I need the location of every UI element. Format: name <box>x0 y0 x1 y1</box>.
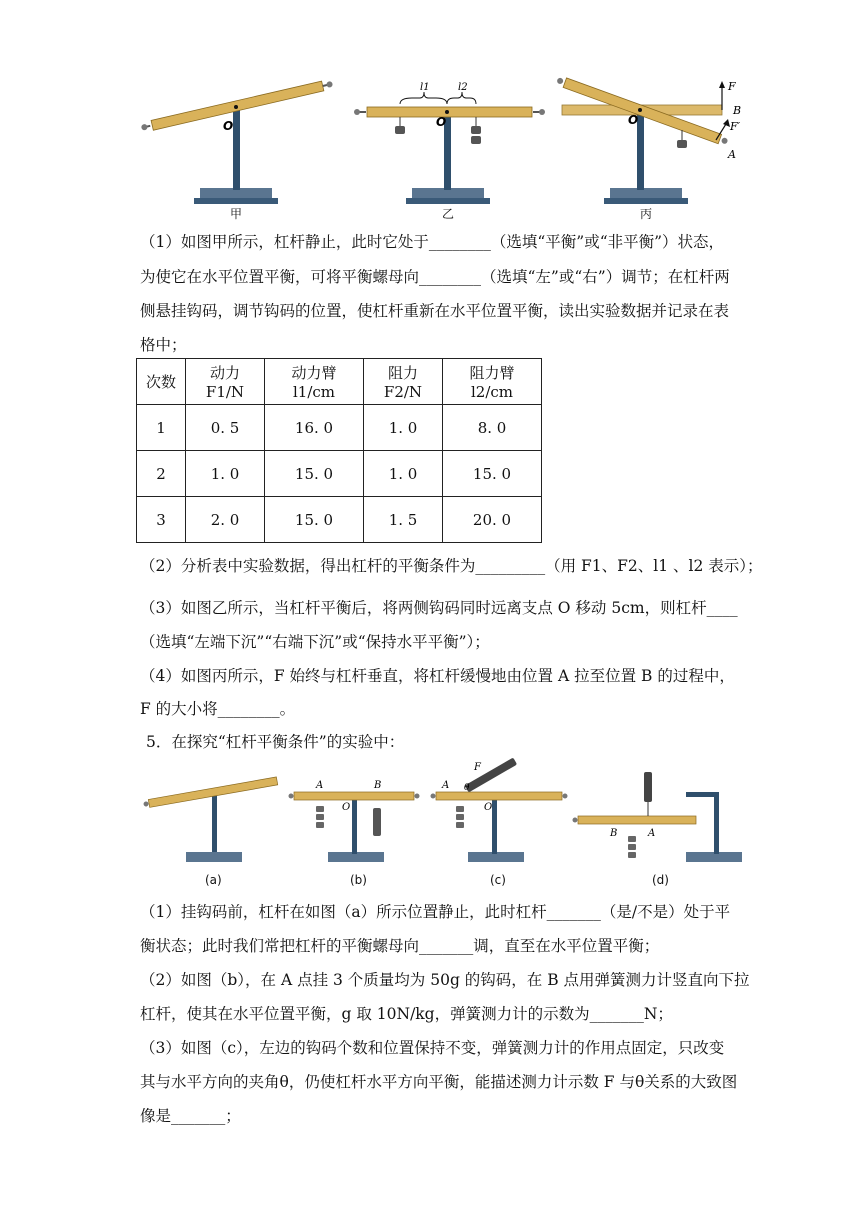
q4-p1-line4: 格中； <box>140 336 187 354</box>
svg-text:B: B <box>374 780 382 791</box>
table-header-cell: 动力 F1/N <box>186 359 265 405</box>
svg-text:O: O <box>342 802 351 813</box>
table-cell: 1. 5 <box>364 497 443 543</box>
table-cell: 1 <box>137 405 186 451</box>
table-cell: 15. 0 <box>265 497 364 543</box>
svg-text:F′: F′ <box>730 120 741 133</box>
table-cell: 1. 0 <box>364 451 443 497</box>
figure-bing <box>550 68 746 220</box>
figure-d <box>570 764 750 868</box>
table-cell: 20. 0 <box>443 497 542 543</box>
figure-label-jia: 甲 <box>230 207 243 221</box>
q5-p3-line3: 像是_______； <box>140 1107 241 1125</box>
svg-text:O: O <box>484 802 493 813</box>
q4-p2: （2）分析表中实验数据，得出杠杆的平衡条件为_________（用 F1、F2、l1 、l2 表示）； <box>140 557 763 575</box>
svg-text:A: A <box>316 780 324 791</box>
table-header-cell: 阻力臂 l2/cm <box>443 359 542 405</box>
table-cell: 2. 0 <box>186 497 265 543</box>
svg-text:A: A <box>648 828 656 839</box>
q4-p1-line3: 侧悬挂钩码，调节钩码的位置，使杠杆重新在水平位置平衡，读出实验数据并记录在表 <box>140 302 730 320</box>
table-cell: 2 <box>137 451 186 497</box>
q5-title: 5．在探究“杠杆平衡条件”的实验中： <box>146 733 405 751</box>
data-table <box>136 358 542 543</box>
table-header-cell: 阻力 F2/N <box>364 359 443 405</box>
table-row <box>137 497 542 543</box>
table-cell: 1. 0 <box>364 405 443 451</box>
svg-text:F: F <box>474 762 481 773</box>
q4-p3-line1: （3）如图乙所示，当杠杆平衡后，将两侧钩码同时远离支点 O 移动 5cm，则杠杆____ <box>140 599 738 617</box>
svg-text:l1: l1 <box>420 82 430 93</box>
table-cell: 16. 0 <box>265 405 364 451</box>
figure-yi <box>352 70 548 220</box>
q5-p2-line2: 杠杆，使其在水平位置平衡，g 取 10N/kg，弹簧测力计的示数为_______N； <box>140 1005 673 1023</box>
q4-p4-line1: （4）如图丙所示，F 始终与杠杆垂直，将杠杆缓慢地由位置 A 拉至位置 B 的过程中， <box>140 667 735 685</box>
table-cell: 8. 0 <box>443 405 542 451</box>
figure-a <box>140 770 280 866</box>
table-cell: 15. 0 <box>443 451 542 497</box>
table-header-cell: 次数 <box>137 359 186 405</box>
q5-p1-line2: 衡状态；此时我们常把杠杆的平衡螺母向_______调，直至在水平位置平衡； <box>140 937 660 955</box>
figure-label-c: (c) <box>490 873 506 887</box>
table-row <box>137 405 542 451</box>
figure-b <box>286 776 420 868</box>
svg-text:l2: l2 <box>458 82 468 93</box>
q4-p1-line1: （1）如图甲所示，杠杆静止，此时它处于________（选填“平衡”或“非平衡”）状态， <box>140 233 725 251</box>
svg-text:O: O <box>628 113 639 127</box>
svg-text:B: B <box>610 828 618 839</box>
svg-text:A: A <box>728 148 736 161</box>
table-cell: 3 <box>137 497 186 543</box>
table-cell: 1. 0 <box>186 451 265 497</box>
q5-p3-line1: （3）如图（c），左边的钩码个数和位置保持不变，弹簧测力计的作用点固定，只改变 <box>140 1039 725 1057</box>
figure-c <box>428 758 570 868</box>
figure-label-bing: 丙 <box>640 207 653 221</box>
q4-p4-line2: F 的大小将________。 <box>140 700 296 718</box>
q5-p2-line1: （2）如图（b），在 A 点挂 3 个质量均为 50g 的钩码，在 B 点用弹簧测力计竖直向下拉 <box>140 971 750 989</box>
table-cell: 15. 0 <box>265 451 364 497</box>
svg-text:F: F <box>728 80 736 93</box>
svg-text:B: B <box>733 104 742 117</box>
q5-p1-line1: （1）挂钩码前，杠杆在如图（a）所示位置静止，此时杠杆_______（是/不是）处于平 <box>140 903 731 921</box>
table-row <box>137 451 542 497</box>
svg-text:O: O <box>436 115 447 129</box>
figure-jia <box>140 70 340 220</box>
table-header-cell: 动力臂 l1/cm <box>265 359 364 405</box>
pivot-label-o: O <box>223 119 234 133</box>
svg-text:θ: θ <box>464 783 470 793</box>
figure-label-a: (a) <box>205 873 222 887</box>
figure-label-d: (d) <box>652 873 669 887</box>
svg-text:A: A <box>442 780 450 791</box>
q4-p3-line2: （选填“左端下沉”“右端下沉”或“保持水平平衡”）； <box>140 633 490 651</box>
q5-p3-line2: 其与水平方向的夹角θ，仍使杠杆水平方向平衡，能描述测力计示数 F 与θ关系的大致图 <box>140 1073 738 1091</box>
figure-label-b: (b) <box>350 873 367 887</box>
figure-label-yi: 乙 <box>442 207 455 221</box>
table-header-row <box>137 359 542 405</box>
q4-p1-line2: 为使它在水平位置平衡，可将平衡螺母向________（选填“左”或“右”）调节；在杠杆两 <box>140 268 730 286</box>
table-cell: 0. 5 <box>186 405 265 451</box>
